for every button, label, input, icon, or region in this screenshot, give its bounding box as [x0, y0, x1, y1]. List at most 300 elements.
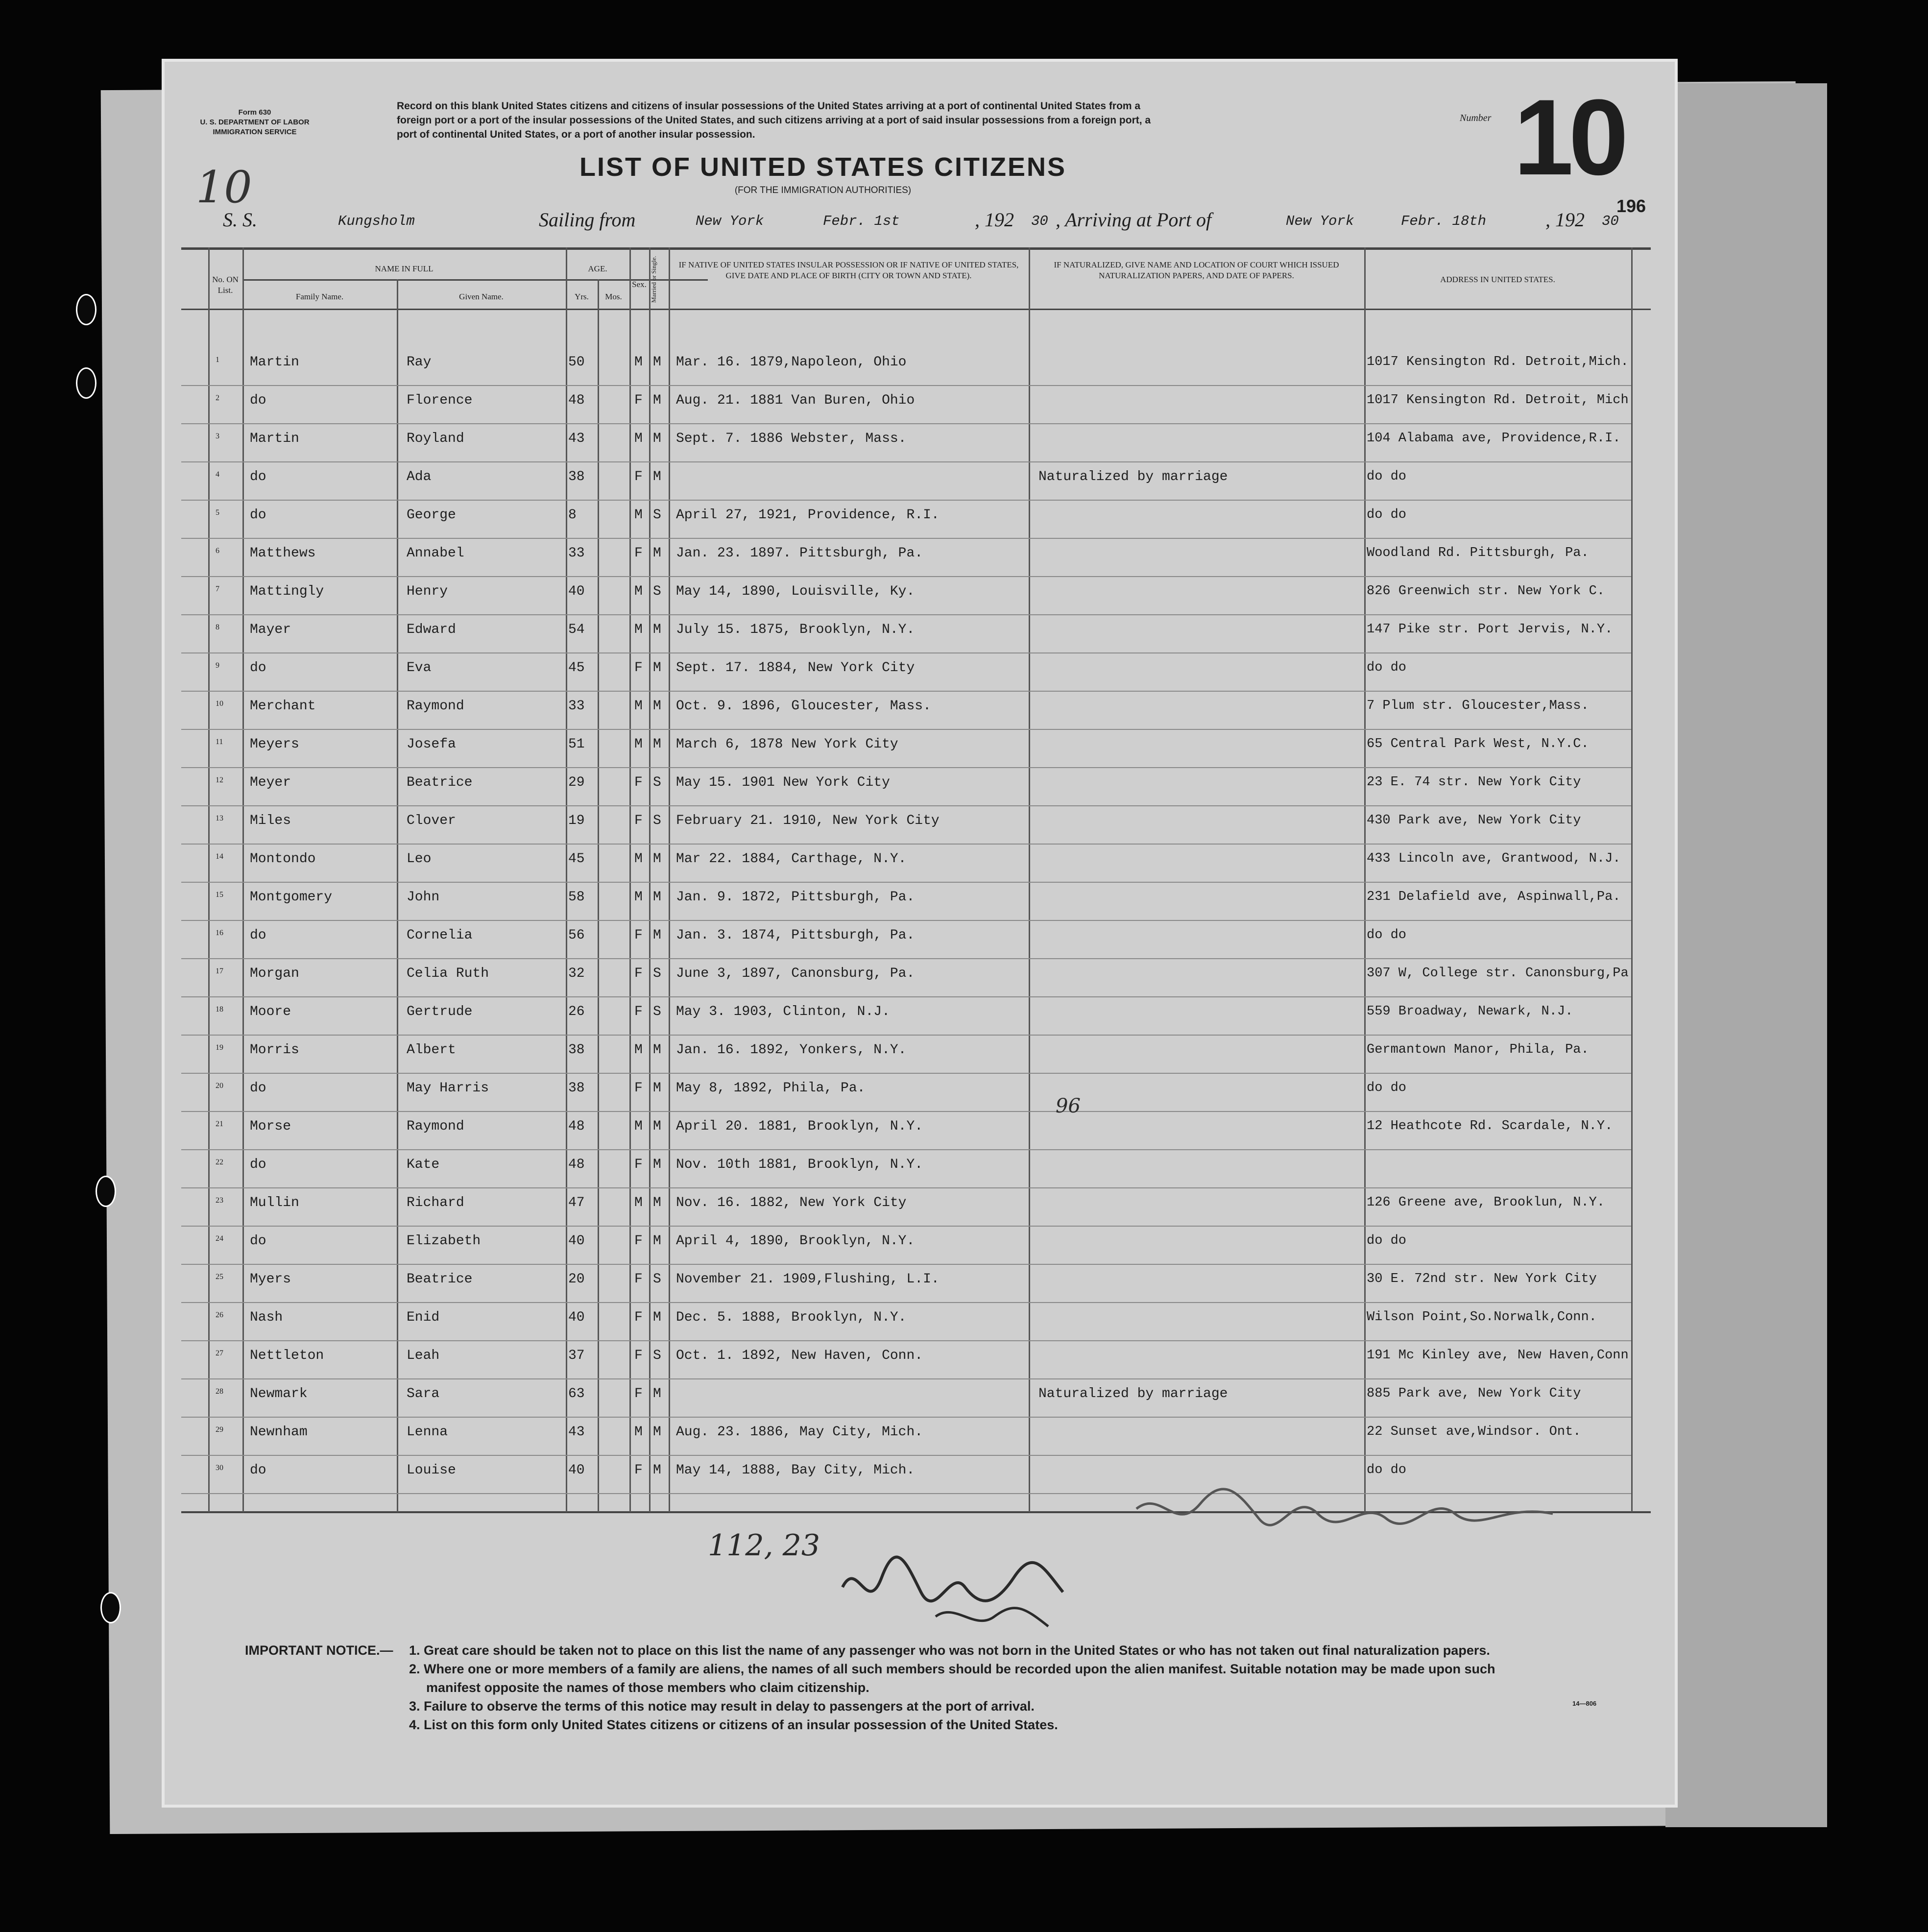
- column-header-name: NAME IN FULL: [375, 264, 434, 273]
- birth-cell: Jan. 23. 1897. Pittsburgh, Pa.: [676, 546, 923, 561]
- sex-cell: F: [634, 966, 643, 981]
- sex-cell: M: [634, 584, 643, 599]
- row-number: 3: [216, 432, 219, 440]
- binder-hole: [76, 367, 96, 399]
- table-row: [162, 1150, 1678, 1188]
- row-number: 26: [216, 1311, 223, 1319]
- family-name-cell: Montondo: [250, 851, 316, 867]
- birth-cell: Nov. 16. 1882, New York City: [676, 1195, 907, 1210]
- address-cell: 885 Park ave, New York City: [1367, 1386, 1581, 1401]
- manifest-sheet: [162, 59, 1678, 1808]
- birth-cell: April 20. 1881, Brooklyn, N.Y.: [676, 1119, 923, 1134]
- page-title: LIST OF UNITED STATES CITIZENS: [579, 152, 1066, 182]
- birth-cell: March 6, 1878 New York City: [676, 737, 898, 752]
- marital-cell: M: [653, 622, 661, 637]
- table-row: [162, 692, 1678, 729]
- sex-cell: M: [634, 507, 643, 523]
- marital-cell: M: [653, 928, 661, 943]
- table-row: [162, 806, 1678, 844]
- column-header-number: No. ON List.: [212, 275, 239, 295]
- age-cell: 20: [568, 1272, 585, 1287]
- birth-cell: Dec. 5. 1888, Brooklyn, N.Y.: [676, 1310, 907, 1325]
- passenger-table: [162, 348, 1678, 1494]
- table-row: [162, 1112, 1678, 1150]
- notice-item: 2. Where one or more members of a family are aliens, the names of all such members should be recorded upon the alien manifest. Suitable notation may be made upon such: [409, 1662, 1495, 1676]
- column-header-birth: IF NATIVE OF UNITED STATES INSULAR POSSESSION OR IF NATIVE OF UNITED STATES, GIVE DATE AND PLACE OF BIRTH (CITY OR TOWN AND STATE).: [678, 260, 1019, 280]
- birth-cell: Oct. 1. 1892, New Haven, Conn.: [676, 1348, 923, 1363]
- family-name-cell: Meyers: [250, 737, 299, 752]
- age-cell: 40: [568, 1233, 585, 1249]
- notice-heading: IMPORTANT NOTICE.—: [245, 1643, 393, 1658]
- table-top-rule: [181, 247, 1651, 250]
- age-cell: 33: [568, 546, 585, 561]
- row-number: 1: [216, 356, 219, 364]
- address-cell: do do: [1367, 1233, 1407, 1248]
- address-cell: do do: [1367, 928, 1407, 942]
- handwritten-tally: 112, 23: [708, 1528, 820, 1563]
- binder-hole: [96, 1176, 116, 1207]
- marital-cell: M: [653, 1386, 661, 1401]
- sex-cell: F: [634, 1348, 643, 1363]
- given-name-cell: Eva: [407, 660, 432, 676]
- family-name-cell: do: [250, 1233, 266, 1249]
- address-cell: 65 Central Park West, N.Y.C.: [1367, 737, 1589, 751]
- column-header-naturalization: IF NATURALIZED, GIVE NAME AND LOCATION OF COURT WHICH ISSUED NATURALIZATION PAPERS, AND DATE OF PAPERS.: [1054, 260, 1339, 280]
- sex-cell: F: [634, 660, 643, 676]
- address-cell: do do: [1367, 469, 1407, 484]
- address-cell: 231 Delafield ave, Aspinwall,Pa.: [1367, 890, 1621, 904]
- row-number: 11: [216, 738, 223, 746]
- family-name-cell: do: [250, 507, 266, 523]
- table-row: [162, 577, 1678, 615]
- table-row: [162, 539, 1678, 577]
- row-number: 12: [216, 776, 223, 784]
- row-number: 7: [216, 585, 219, 593]
- given-name-cell: Leo: [407, 851, 432, 867]
- list-number: 10: [1514, 77, 1624, 197]
- underlying-page-edge: [1665, 83, 1827, 1827]
- address-cell: 191 Mc Kinley ave, New Haven,Conn: [1367, 1348, 1629, 1363]
- number-label: Number: [1460, 113, 1492, 123]
- naturalization-cell: Naturalized by marriage: [1038, 1386, 1228, 1401]
- naturalization-cell: Naturalized by marriage: [1038, 469, 1228, 484]
- sex-cell: M: [634, 1425, 643, 1440]
- sex-cell: F: [634, 469, 643, 484]
- row-number: 19: [216, 1043, 223, 1052]
- page-stamp: 196: [1616, 196, 1646, 216]
- birth-cell: Sept. 7. 1886 Webster, Mass.: [676, 431, 907, 446]
- sailing-label: Sailing from: [539, 209, 636, 231]
- given-name-cell: Clover: [407, 813, 456, 828]
- table-row: [162, 1074, 1678, 1111]
- marital-cell: S: [653, 813, 661, 828]
- birth-cell: February 21. 1910, New York City: [676, 813, 940, 828]
- address-cell: 126 Greene ave, Brooklun, N.Y.: [1367, 1195, 1605, 1210]
- family-name-cell: Martin: [250, 355, 299, 370]
- row-number: 2: [216, 394, 219, 402]
- ss-label: S. S.: [223, 209, 257, 231]
- column-header-months: Mos.: [605, 292, 622, 301]
- given-name-cell: Celia Ruth: [407, 966, 489, 981]
- table-row: [162, 462, 1678, 500]
- given-name-cell: Kate: [407, 1157, 440, 1172]
- table-row: [162, 615, 1678, 653]
- table-row: [162, 1341, 1678, 1379]
- age-cell: 43: [568, 1425, 585, 1440]
- page-subtitle: (FOR THE IMMIGRATION AUTHORITIES): [734, 185, 912, 195]
- sex-cell: F: [634, 1386, 643, 1401]
- department-name: U. S. DEPARTMENT OF LABOR: [200, 118, 310, 126]
- given-name-cell: Beatrice: [407, 775, 473, 790]
- sex-cell: M: [634, 737, 643, 752]
- notice-item: 4. List on this form only United States citizens or citizens of an insular possession of the United States.: [409, 1717, 1058, 1732]
- given-name-cell: Ada: [407, 469, 432, 484]
- family-name-cell: Newmark: [250, 1386, 308, 1401]
- table-row: [162, 883, 1678, 920]
- birth-cell: Aug. 21. 1881 Van Buren, Ohio: [676, 393, 915, 408]
- sex-cell: M: [634, 699, 643, 714]
- given-name-cell: Florence: [407, 393, 473, 408]
- birth-cell: November 21. 1909,Flushing, L.I.: [676, 1272, 940, 1287]
- table-row: [162, 348, 1678, 386]
- year-label: , 192: [975, 209, 1014, 231]
- row-number: 29: [216, 1425, 223, 1434]
- given-name-cell: Raymond: [407, 1119, 464, 1134]
- age-cell: 58: [568, 890, 585, 905]
- birth-cell: April 4, 1890, Brooklyn, N.Y.: [676, 1233, 915, 1249]
- departure-date: Febr. 1st: [823, 213, 900, 229]
- age-cell: 37: [568, 1348, 585, 1363]
- service-name: IMMIGRATION SERVICE: [213, 128, 297, 136]
- age-cell: 56: [568, 928, 585, 943]
- row-number: 10: [216, 700, 223, 708]
- row-number: 14: [216, 852, 223, 861]
- record-note-line: Record on this blank United States citizens and citizens of insular possessions of the United States arriving at a port of continental United States from a: [397, 100, 1141, 112]
- family-name-cell: Morgan: [250, 966, 299, 981]
- age-cell: 45: [568, 660, 585, 676]
- table-row: [162, 959, 1678, 997]
- age-cell: 43: [568, 431, 585, 446]
- age-cell: 47: [568, 1195, 585, 1210]
- address-cell: Woodland Rd. Pittsburgh, Pa.: [1367, 546, 1589, 560]
- table-row: [162, 921, 1678, 959]
- family-name-cell: Mattingly: [250, 584, 324, 599]
- margin-note: 10: [196, 162, 252, 213]
- row-number: 8: [216, 623, 219, 631]
- age-cell: 38: [568, 1042, 585, 1058]
- age-cell: 38: [568, 1081, 585, 1096]
- birth-cell: April 27, 1921, Providence, R.I.: [676, 507, 940, 523]
- given-name-cell: Elizabeth: [407, 1233, 481, 1249]
- sex-cell: M: [634, 851, 643, 867]
- birth-cell: Jan. 3. 1874, Pittsburgh, Pa.: [676, 928, 915, 943]
- age-cell: 48: [568, 1119, 585, 1134]
- row-number: 15: [216, 891, 223, 899]
- address-cell: 23 E. 74 str. New York City: [1367, 775, 1581, 790]
- given-name-cell: John: [407, 890, 440, 905]
- sex-cell: F: [634, 1157, 643, 1172]
- given-name-cell: Albert: [407, 1042, 456, 1058]
- marital-cell: M: [653, 431, 661, 446]
- given-name-cell: George: [407, 507, 456, 523]
- sex-cell: M: [634, 890, 643, 905]
- table-row: [162, 386, 1678, 424]
- marital-cell: M: [653, 469, 661, 484]
- official-signature: [1132, 1479, 1572, 1553]
- sex-cell: F: [634, 1272, 643, 1287]
- address-cell: do do: [1367, 1463, 1407, 1477]
- binder-hole: [76, 294, 96, 325]
- table-row: [162, 501, 1678, 538]
- row-number: 9: [216, 661, 219, 670]
- address-cell: Germantown Manor, Phila, Pa.: [1367, 1042, 1589, 1057]
- given-name-cell: Leah: [407, 1348, 440, 1363]
- birth-cell: Nov. 10th 1881, Brooklyn, N.Y.: [676, 1157, 923, 1172]
- sex-cell: M: [634, 1119, 643, 1134]
- row-number: 4: [216, 470, 219, 479]
- address-cell: 1017 Kensington Rd. Detroit,Mich.: [1367, 355, 1629, 369]
- record-instructions: [397, 99, 1553, 142]
- birth-cell: Mar. 16. 1879,Napoleon, Ohio: [676, 355, 907, 370]
- sex-cell: F: [634, 813, 643, 828]
- row-number: 30: [216, 1464, 223, 1472]
- age-cell: 40: [568, 584, 585, 599]
- table-row: [162, 653, 1678, 691]
- marital-cell: M: [653, 1233, 661, 1249]
- marital-cell: M: [653, 1042, 661, 1058]
- marital-cell: M: [653, 355, 661, 370]
- table-row: [162, 1265, 1678, 1303]
- given-name-cell: Royland: [407, 431, 464, 446]
- marital-cell: M: [653, 737, 661, 752]
- given-name-cell: Josefa: [407, 737, 456, 752]
- sex-cell: F: [634, 1233, 643, 1249]
- birth-cell: May 15. 1901 New York City: [676, 775, 890, 790]
- age-cell: 40: [568, 1310, 585, 1325]
- family-name-cell: Newnham: [250, 1425, 308, 1440]
- given-name-cell: Henry: [407, 584, 448, 599]
- given-name-cell: Gertrude: [407, 1004, 473, 1019]
- address-cell: 559 Broadway, Newark, N.J.: [1367, 1004, 1573, 1019]
- record-note-line: port of continental United States, or a port of another insular possession.: [397, 129, 755, 140]
- marital-cell: M: [653, 890, 661, 905]
- handwritten-mark: 96: [1056, 1095, 1081, 1117]
- sex-cell: M: [634, 1042, 643, 1058]
- sex-cell: M: [634, 431, 643, 446]
- column-header-address: ADDRESS IN UNITED STATES.: [1440, 275, 1555, 284]
- marital-cell: S: [653, 966, 661, 981]
- row-number: 18: [216, 1005, 223, 1014]
- row-number: 23: [216, 1196, 223, 1205]
- row-number: 17: [216, 967, 223, 975]
- year-label: , 192: [1545, 209, 1585, 231]
- ship-name: Kungsholm: [338, 213, 415, 229]
- family-name-cell: Morris: [250, 1042, 299, 1058]
- family-name-cell: do: [250, 393, 266, 408]
- arrival-year: 30: [1602, 213, 1619, 229]
- age-cell: 19: [568, 813, 585, 828]
- birth-cell: Jan. 16. 1892, Yonkers, N.Y.: [676, 1042, 907, 1058]
- address-cell: 1017 Kensington Rd. Detroit, Mich: [1367, 393, 1629, 408]
- birth-cell: May 14, 1890, Louisville, Ky.: [676, 584, 915, 599]
- row-number: 28: [216, 1387, 223, 1396]
- given-name-cell: Louise: [407, 1463, 456, 1478]
- notice-item: manifest opposite the names of those members who claim citizenship.: [426, 1680, 869, 1695]
- address-cell: 22 Sunset ave,Windsor. Ont.: [1367, 1425, 1581, 1439]
- given-name-cell: Raymond: [407, 699, 464, 714]
- form-identifier: [191, 108, 318, 137]
- binder-hole: [100, 1592, 121, 1623]
- sex-cell: M: [634, 1195, 643, 1210]
- row-number: 25: [216, 1273, 223, 1281]
- column-header-sex: Sex.: [632, 280, 647, 289]
- column-header-age: AGE.: [588, 264, 607, 273]
- marital-cell: M: [653, 699, 661, 714]
- family-name-cell: do: [250, 928, 266, 943]
- column-header-family-name: Family Name.: [295, 292, 344, 301]
- arriving-label: , Arriving at Port of: [1056, 209, 1212, 231]
- address-cell: do do: [1367, 1081, 1407, 1095]
- address-cell: 12 Heathcote Rd. Scardale, N.Y.: [1367, 1119, 1613, 1134]
- marital-cell: S: [653, 1272, 661, 1287]
- given-name-cell: Ray: [407, 355, 432, 370]
- sex-cell: M: [634, 622, 643, 637]
- birth-cell: Jan. 9. 1872, Pittsburgh, Pa.: [676, 890, 915, 905]
- address-cell: 430 Park ave, New York City: [1367, 813, 1581, 828]
- address-cell: Wilson Point,So.Norwalk,Conn.: [1367, 1310, 1597, 1325]
- age-cell: 32: [568, 966, 585, 981]
- form-number: Form 630: [238, 108, 271, 117]
- marital-cell: M: [653, 1310, 661, 1325]
- birth-cell: Sept. 17. 1884, New York City: [676, 660, 915, 676]
- birth-cell: May 14, 1888, Bay City, Mich.: [676, 1463, 915, 1478]
- marital-cell: S: [653, 584, 661, 599]
- departure-port: New York: [696, 213, 764, 229]
- table-row: [162, 1379, 1678, 1417]
- table-row: [162, 730, 1678, 768]
- given-name-cell: Cornelia: [407, 928, 473, 943]
- family-name-cell: do: [250, 1463, 266, 1478]
- sex-cell: F: [634, 928, 643, 943]
- given-name-cell: Annabel: [407, 546, 464, 561]
- given-name-cell: Sara: [407, 1386, 440, 1401]
- marital-cell: S: [653, 1348, 661, 1363]
- name-header-rule: [242, 279, 664, 281]
- row-number: 5: [216, 508, 219, 517]
- header-bottom-rule: [181, 309, 1651, 310]
- given-name-cell: Edward: [407, 622, 456, 637]
- sex-cell: F: [634, 775, 643, 790]
- birth-cell: Mar 22. 1884, Carthage, N.Y.: [676, 851, 907, 867]
- family-name-cell: do: [250, 469, 266, 484]
- marital-cell: M: [653, 1463, 661, 1478]
- family-name-cell: Merchant: [250, 699, 316, 714]
- age-cell: 63: [568, 1386, 585, 1401]
- table-row: [162, 768, 1678, 806]
- age-cell: 54: [568, 622, 585, 637]
- row-number: 21: [216, 1120, 223, 1128]
- family-name-cell: Myers: [250, 1272, 291, 1287]
- marital-cell: M: [653, 393, 661, 408]
- address-cell: do do: [1367, 660, 1407, 675]
- marital-cell: S: [653, 1004, 661, 1019]
- sex-cell: F: [634, 1004, 643, 1019]
- sex-cell: F: [634, 393, 643, 408]
- address-cell: 307 W, College str. Canonsburg,Pa: [1367, 966, 1629, 981]
- table-row: [162, 1303, 1678, 1341]
- age-cell: 8: [568, 507, 577, 523]
- record-note-line: foreign port or a port of the insular possessions of the United States, and such citizens arriving at a port of said insular possessions from a foreign port, a: [397, 115, 1151, 126]
- birth-cell: June 3, 1897, Canonsburg, Pa.: [676, 966, 915, 981]
- birth-cell: May 3. 1903, Clinton, N.J.: [676, 1004, 890, 1019]
- age-cell: 50: [568, 355, 585, 370]
- family-name-cell: Meyer: [250, 775, 291, 790]
- row-number: 24: [216, 1234, 223, 1243]
- family-name-cell: Nash: [250, 1310, 283, 1325]
- departure-year: 30: [1031, 213, 1048, 229]
- age-cell: 51: [568, 737, 585, 752]
- marital-cell: M: [653, 546, 661, 561]
- marital-cell: M: [653, 660, 661, 676]
- notice-item: 1. Great care should be taken not to place on this list the name of any passenger who was not born in the United States or who has not taken out final naturalization papers.: [409, 1643, 1490, 1658]
- sex-cell: F: [634, 1463, 643, 1478]
- family-name-cell: Morse: [250, 1119, 291, 1134]
- row-number: 6: [216, 547, 219, 555]
- birth-cell: Aug. 23. 1886, May City, Mich.: [676, 1425, 923, 1440]
- birth-cell: Oct. 9. 1896, Gloucester, Mass.: [676, 699, 931, 714]
- arrival-date: Febr. 18th: [1401, 213, 1487, 229]
- family-name-cell: do: [250, 1081, 266, 1096]
- age-cell: 33: [568, 699, 585, 714]
- column-header-given-name: Given Name.: [459, 292, 504, 301]
- given-name-cell: Richard: [407, 1195, 464, 1210]
- address-cell: 826 Greenwich str. New York C.: [1367, 584, 1605, 599]
- family-name-cell: Martin: [250, 431, 299, 446]
- row-number: 27: [216, 1349, 223, 1357]
- given-name-cell: May Harris: [407, 1081, 489, 1096]
- address-cell: do do: [1367, 507, 1407, 522]
- age-cell: 29: [568, 775, 585, 790]
- family-name-cell: Miles: [250, 813, 291, 828]
- inspector-signature: [838, 1548, 1132, 1646]
- table-row: [162, 1227, 1678, 1264]
- marital-cell: S: [653, 507, 661, 523]
- age-cell: 38: [568, 469, 585, 484]
- given-name-cell: Lenna: [407, 1425, 448, 1440]
- family-name-cell: do: [250, 1157, 266, 1172]
- family-name-cell: Moore: [250, 1004, 291, 1019]
- table-row: [162, 1188, 1678, 1226]
- given-name-cell: Beatrice: [407, 1272, 473, 1287]
- family-name-cell: Matthews: [250, 546, 316, 561]
- marital-cell: M: [653, 851, 661, 867]
- family-name-cell: Nettleton: [250, 1348, 324, 1363]
- family-name-cell: Montgomery: [250, 890, 333, 905]
- address-cell: 147 Pike str. Port Jervis, N.Y.: [1367, 622, 1613, 637]
- marital-cell: M: [653, 1119, 661, 1134]
- table-row: [162, 424, 1678, 462]
- column-header-years: Yrs.: [575, 292, 589, 301]
- row-number: 16: [216, 929, 223, 937]
- family-name-cell: Mayer: [250, 622, 291, 637]
- marital-cell: M: [653, 1425, 661, 1440]
- table-row: [162, 997, 1678, 1035]
- voyage-line: [223, 208, 1673, 238]
- birth-cell: May 8, 1892, Phila, Pa.: [676, 1081, 866, 1096]
- age-cell: 48: [568, 393, 585, 408]
- family-name-cell: Mullin: [250, 1195, 299, 1210]
- table-row: [162, 1418, 1678, 1455]
